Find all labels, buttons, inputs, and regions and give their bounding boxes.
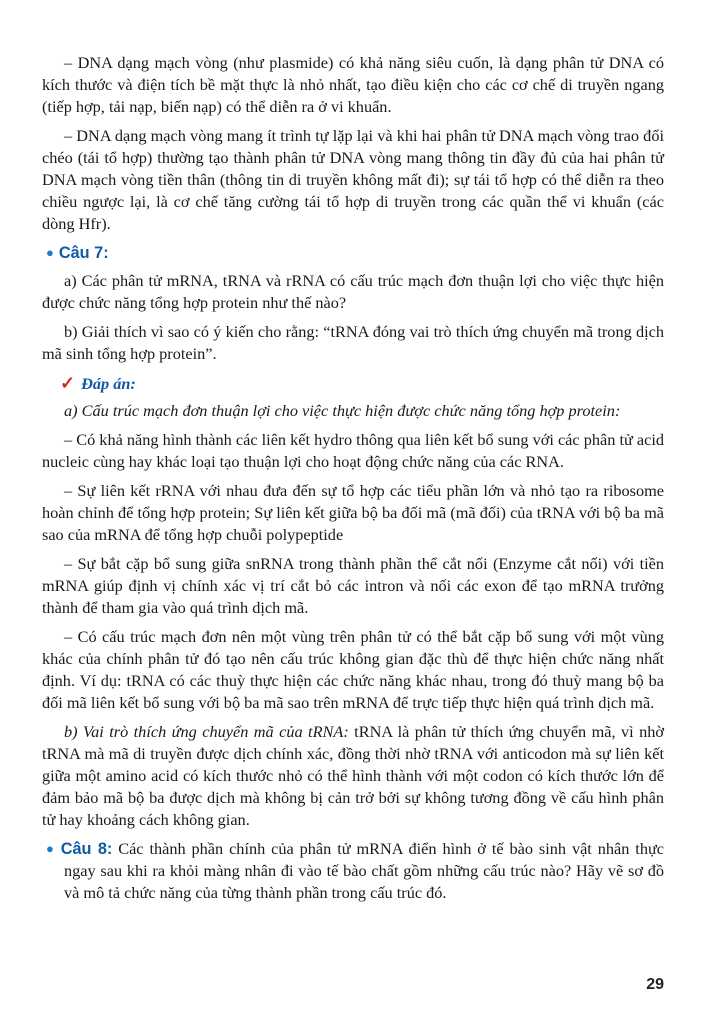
- answer-a-point-2: – Sự liên kết rRNA với nhau đưa đến sự tổ hợp các tiểu phần lớn và nhỏ tạo ra ribosome hoàn chỉnh để tổng hợp protein; Sự liên kết giữa bộ ba đối mã (mã đối) của tRNA với bộ ba mã sao của mRNA để tổng hợp chuỗi polypeptide: [42, 481, 664, 544]
- answer-b-heading: b) Vai trò thích ứng chuyển mã của tRNA:: [64, 722, 349, 741]
- page-body: [42, 52, 664, 904]
- answer-a-point-3: – Sự bắt cặp bổ sung giữa snRNA trong thành phần thể cắt nối (Enzyme cắt nối) với tiền mRNA giúp định vị chính xác vị trí cắt bỏ các intron và nối các exon để tạo mRNA trưởng thành để tham gia vào quá trình dịch mã.: [42, 554, 664, 617]
- question-8-label: Câu 8:: [60, 840, 113, 858]
- question-7-heading: [46, 242, 664, 264]
- paragraph-circular-dna-1: – DNA dạng mạch vòng (như plasmide) có khả năng siêu cuốn, là dạng phân tử DNA có kích thước và điện tích bề mặt thực là nhỏ nhất, tạo điều kiện cho các cơ chế di truyền ngang (tiếp hợp, tải nạp, biến nạp) có thể diễn ra ở vi khuẩn.: [42, 53, 664, 116]
- paragraph-circular-dna-2: – DNA dạng mạch vòng mang ít trình tự lặp lại và khi hai phân tử DNA mạch vòng trao đổi chéo (tái tổ hợp) thường tạo thành phân tử DNA vòng mang thông tin đầy đủ của hai phân tử DNA mạch vòng tiền thân (thông tin di truyền không mất đi); sự tái tổ hợp có thể diễn ra theo chiều ngược lại, là cơ chế tăng cường tái tổ hợp di truyền trong các quần thể vi khuẩn (các dòng Hfr).: [42, 126, 664, 233]
- question-7-label: Câu 7:: [58, 244, 109, 262]
- answer-label: Đáp án:: [81, 374, 136, 393]
- page-number: 29: [646, 976, 664, 993]
- check-mark-icon: ✓: [60, 373, 76, 393]
- answer-a-point-1: – Có khả năng hình thành các liên kết hydro thông qua liên kết bổ sung với các phân tử acid nucleic cùng hay khác loại tạo thuận lợi cho hoạt động chức năng của các RNA.: [42, 430, 664, 471]
- question-8: [46, 838, 664, 904]
- answer-a-heading: a) Cấu trúc mạch đơn thuận lợi cho việc thực hiện được chức năng tổng hợp protein:: [64, 401, 621, 420]
- question-8-text: Các thành phần chính của phân tử mRNA điển hình ở tế bào sinh vật nhân thực ngay sau khi ra khỏi màng nhân đi vào tế bào chất gồm những cấu trúc nào? Hãy vẽ sơ đồ và mô tả chức năng của từng thành phần trong cấu trúc đó.: [64, 839, 665, 902]
- answer-b-text: tRNA là phân tử thích ứng chuyển mã, vì nhờ tRNA mà mã di truyền được dịch chính xác, đồng thời nhờ tRNA với anticodon mà sự liên kết giữa một amino acid có kích thước nhỏ có thể hình thành với một codon có kích thước lớn để đảm bảo mã bộ ba được dịch mà không bị cản trở bởi sự không tương đồng về cấu hình phân tử hay khoảng cách không gian.: [42, 722, 665, 829]
- answer-heading: [60, 372, 664, 395]
- answer-a-point-4: – Có cấu trúc mạch đơn nên một vùng trên phân tử có thể bắt cặp bổ sung với một vùng khác của chính phân tử đó tạo nên cấu trúc không gian đặc thù để thực hiện chức năng nhất định. Ví dụ: tRNA có các thuỳ thực hiện các chức năng khác nhau, trong đó thuỳ mang bộ ba đối mã liên kết bổ sung với bộ ba mã sao trên mRNA để trực tiếp thực hiện quá trình dịch mã.: [42, 627, 664, 712]
- question-7-part-b: b) Giải thích vì sao có ý kiến cho rằng: “tRNA đóng vai trò thích ứng chuyển mã trong dịch mã sinh tổng hợp protein”.: [42, 322, 664, 363]
- answer-b: [42, 721, 664, 831]
- bullet-dot-icon: ●: [46, 841, 56, 856]
- bullet-dot-icon: ●: [46, 245, 54, 260]
- question-7-part-a: a) Các phân tử mRNA, tRNA và rRNA có cấu trúc mạch đơn thuận lợi cho việc thực hiện được chức năng tổng hợp protein như thế nào?: [42, 271, 664, 312]
